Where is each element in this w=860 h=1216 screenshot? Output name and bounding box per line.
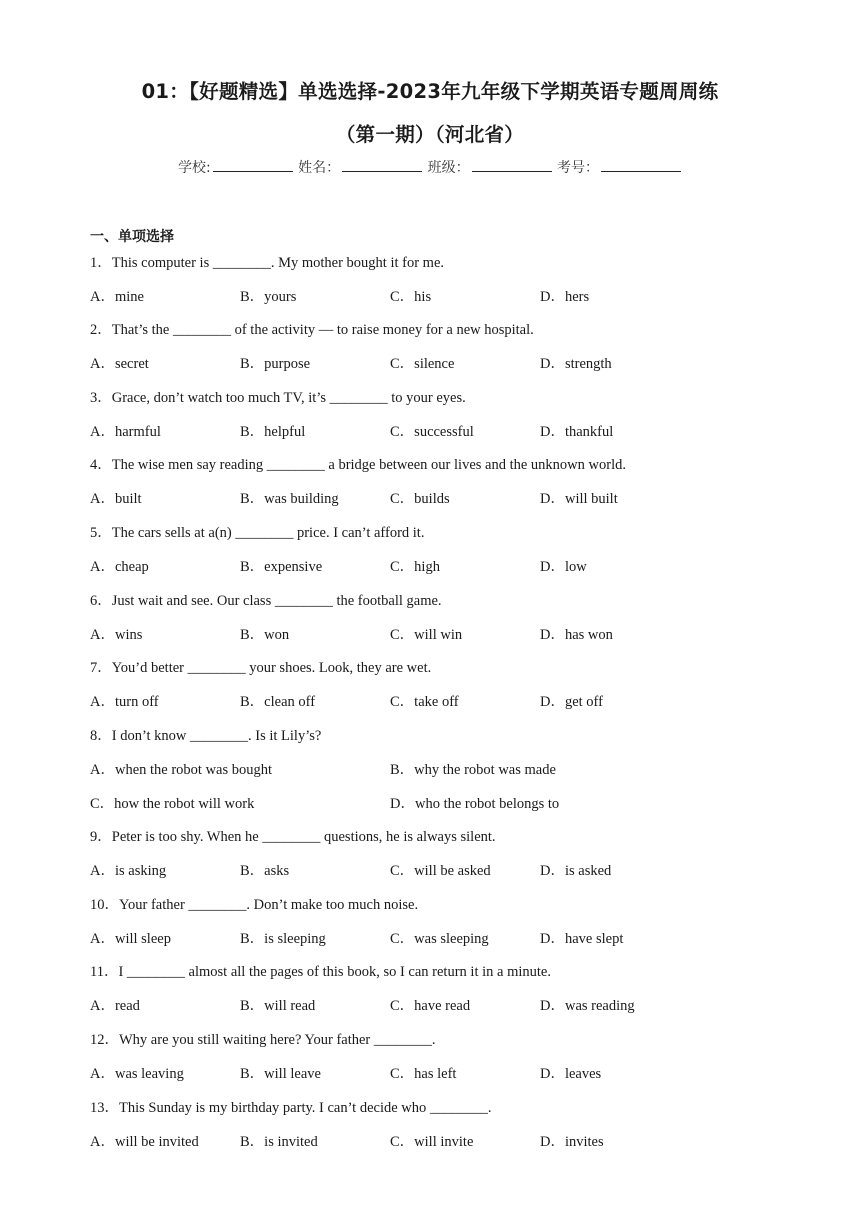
answer-option-a: A．cheap (90, 559, 149, 575)
answer-option-a: A．when the robot was bought (90, 762, 273, 778)
answer-option-b: B．will read (240, 998, 316, 1014)
question-stem: 13．This Sunday is my birthday party. I can’t decide who ________. (90, 1100, 492, 1116)
answer-option-c: C．was sleeping (390, 931, 489, 947)
school-label: 学校: (177, 160, 211, 176)
answer-option-a: A．wins (90, 627, 143, 643)
answer-option-b: B．purpose (240, 356, 311, 372)
question-stem: 8．I don’t know ________. Is it Lily’s? (90, 728, 322, 744)
answer-option-d: D．low (540, 559, 587, 575)
question-stem: 6．Just wait and see. Our class ________ the football game. (90, 593, 442, 609)
page-title: 01：【好题精选】单选选择-2023年九年级下学期英语专题周周练 (141, 80, 719, 103)
answer-option-d: D．have slept (540, 931, 624, 947)
answer-option-a: A．is asking (90, 863, 167, 879)
answer-option-a: A．mine (90, 289, 144, 305)
answer-option-c: C．will be asked (390, 863, 491, 879)
answer-option-a: A．was leaving (90, 1066, 184, 1082)
answer-option-c: C．builds (390, 491, 450, 507)
answer-option-c: C．silence (390, 356, 455, 372)
answer-option-c: C．his (390, 289, 432, 305)
answer-option-d: D．was reading (540, 998, 635, 1014)
answer-option-d: D．strength (540, 356, 612, 372)
answer-option-c: C．will invite (390, 1134, 474, 1150)
answer-option-d: D．who the robot belongs to (390, 796, 560, 812)
question-stem: 7．You’d better ________ your shoes. Look, they are wet. (90, 660, 432, 676)
question-stem: 9．Peter is too shy. When he ________ questions, he is always silent. (90, 829, 496, 845)
name-blank (342, 159, 422, 172)
answer-option-a: A．will be invited (90, 1134, 199, 1150)
answer-option-c: C．take off (390, 694, 459, 710)
answer-option-c: C．successful (390, 424, 474, 440)
school-blank (213, 159, 293, 172)
answer-option-d: D．hers (540, 289, 590, 305)
answer-option-b: B．why the robot was made (390, 762, 556, 778)
answer-option-b: B．is sleeping (240, 931, 326, 947)
answer-option-a: A．harmful (90, 424, 161, 440)
answer-option-b: B．asks (240, 863, 290, 879)
answer-option-c: C．will win (390, 627, 463, 643)
answer-option-b: B．yours (240, 289, 297, 305)
question-stem: 10．Your father ________. Don’t make too much noise. (90, 897, 419, 913)
answer-option-b: B．will leave (240, 1066, 321, 1082)
question-stem: 4．The wise men say reading ________ a bridge between our lives and the unknown world. (90, 457, 626, 473)
question-stem: 12．Why are you still waiting here? Your father ________. (90, 1032, 436, 1048)
answer-option-c: C．has left (390, 1066, 457, 1082)
answer-option-d: D．has won (540, 627, 613, 643)
answer-option-c: C．how the robot will work (90, 796, 255, 812)
name-label: 姓名： (298, 160, 341, 176)
section-heading: 一、单项选择 (90, 229, 174, 245)
answer-option-d: D．invites (540, 1134, 604, 1150)
question-stem: 3．Grace, don’t watch too much TV, it’s ________ to your eyes. (90, 390, 466, 406)
answer-option-a: A．secret (90, 356, 149, 372)
question-stem: 5．The cars sells at a(n) ________ price. I can’t afford it. (90, 525, 425, 541)
answer-option-b: B．was building (240, 491, 339, 507)
answer-option-b: B．clean off (240, 694, 316, 710)
answer-option-d: D．leaves (540, 1066, 602, 1082)
question-stem: 11．I ________ almost all the pages of this book, so I can return it in a minute. (90, 964, 551, 980)
answer-option-c: C．high (390, 559, 440, 575)
answer-option-a: A．built (90, 491, 142, 507)
answer-option-d: D．thankful (540, 424, 614, 440)
page-subtitle: （第一期）（河北省） (335, 123, 525, 146)
answer-option-a: A．will sleep (90, 931, 171, 947)
answer-option-d: D．will built (540, 491, 618, 507)
class-blank (472, 159, 552, 172)
question-stem: 2．That’s the ________ of the activity — to raise money for a new hospital. (90, 322, 534, 338)
answer-option-a: A．read (90, 998, 140, 1014)
answer-option-d: D．is asked (540, 863, 612, 879)
student-info-line (0, 157, 860, 177)
answer-option-d: D．get off (540, 694, 603, 710)
exam-number-blank (601, 159, 681, 172)
answer-option-b: B．won (240, 627, 290, 643)
class-label: 班级： (427, 160, 470, 176)
answer-option-a: A．turn off (90, 694, 159, 710)
answer-option-b: B．expensive (240, 559, 323, 575)
answer-option-b: B．helpful (240, 424, 306, 440)
exam-number-label: 考号： (557, 160, 600, 176)
answer-option-c: C．have read (390, 998, 471, 1014)
answer-option-b: B．is invited (240, 1134, 318, 1150)
question-stem: 1．This computer is ________. My mother bought it for me. (90, 255, 445, 271)
